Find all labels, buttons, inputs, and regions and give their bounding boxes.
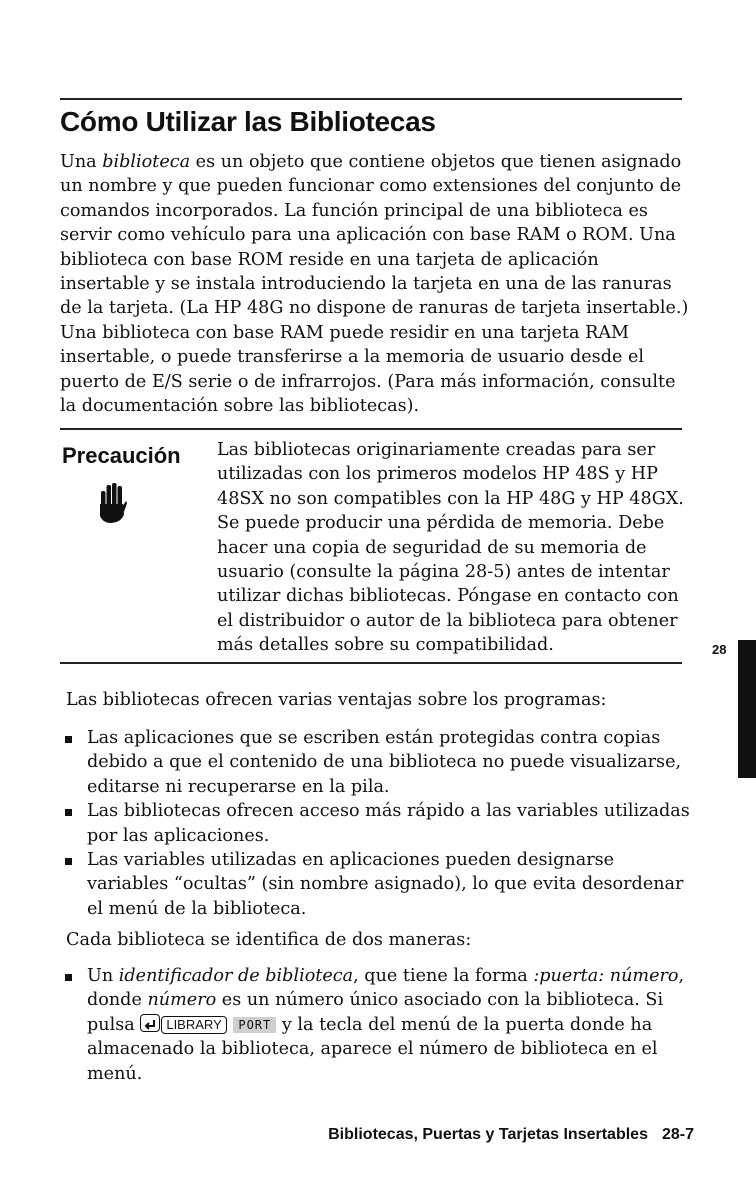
list-item: Las variables utilizadas en aplicaciones pueden designarse variables “ocultas” (sin nombre asignado), lo que evita desordenar el menú de la biblioteca. bbox=[62, 848, 692, 921]
ways-text-2: , que tiene la forma bbox=[353, 966, 534, 986]
advantages-intro: Las bibliotecas ofrecen varias ventajas sobre los programas: bbox=[66, 690, 607, 710]
intro-term-biblioteca: biblioteca bbox=[102, 152, 191, 172]
caution-bottom-rule bbox=[60, 662, 682, 664]
page-title: Cómo Utilizar las Bibliotecas bbox=[60, 106, 436, 137]
caution-label: Precaución bbox=[62, 443, 181, 468]
footer-section-title: Bibliotecas, Puertas y Tarjetas Insertables bbox=[328, 1126, 648, 1143]
caution-text: Las bibliotecas originariamente creadas para ser utilizadas con los primeros modelos HP 48S y HP 48SX no son compatibles con la HP 48G y HP 48GX. Se puede producir una pérdida de memoria. Debe hacer una copia de seguridad de su memoria de usuario (consulte la página 28-5) antes de intentar utilizar dichas bibliotecas. Póngase en contacto con el distribuidor o autor de la biblioteca para obtener más detalles sobre su compatibilidad. bbox=[217, 440, 684, 656]
identifier-form: :puerta: número bbox=[533, 966, 679, 986]
list-item bbox=[62, 964, 692, 1086]
ways-text-3: , donde bbox=[87, 966, 685, 1011]
number-term: número bbox=[147, 990, 217, 1011]
top-rule bbox=[60, 98, 682, 100]
ways-text-1: Un bbox=[87, 966, 119, 986]
library-key: LIBRARY bbox=[161, 1016, 226, 1034]
left-shift-key-icon bbox=[140, 1014, 160, 1032]
caution-top-rule bbox=[60, 428, 682, 430]
advantages-list bbox=[62, 726, 692, 921]
ways-list bbox=[62, 964, 692, 1086]
ways-text-4: es un número único asociado con la biblioteca. Si pulsa bbox=[87, 990, 664, 1035]
library-identifier-term: identificador de biblioteca bbox=[118, 966, 354, 986]
raised-hand-icon bbox=[97, 482, 127, 524]
intro-paragraph bbox=[60, 150, 690, 418]
chapter-tab-number: 28 bbox=[712, 642, 727, 657]
intro-text-2: es un objeto que contiene objetos que tienen asignado un nombre y que pueden funcionar como extensiones del conjunto de comandos incorporados. La función principal de una biblioteca es servir como vehículo para una aplicación con base RAM o ROM. Una biblioteca con base ROM reside en una tarjeta de aplicación insertable y se instala introduciendo la tarjeta en una de las ranuras de la tarjeta. (La HP 48G no dispone de ranuras de tarjeta insertable.) Una biblioteca con base RAM puede residir en una tarjeta RAM insertable, o puede transferirse a la memoria de usuario desde el puerto de E/S serie o de infrarrojos. (Para más información, consulte la documentación sobre las bibliotecas). bbox=[60, 152, 689, 417]
list-item: Las aplicaciones que se escriben están protegidas contra copias debido a que el contenido de una biblioteca no puede visualizarse, editarse ni recuperarse en la pila. bbox=[62, 726, 692, 799]
intro-text-1: Una bbox=[60, 152, 103, 172]
footer-page-number: 28-7 bbox=[661, 1126, 694, 1143]
ways-intro: Cada biblioteca se identifica de dos maneras: bbox=[66, 930, 472, 950]
chapter-tab-bar bbox=[738, 640, 756, 778]
ways-text-5: y la tecla del menú de la puerta donde ha almacenado la biblioteca, aparece el número de biblioteca en el menú. bbox=[87, 1014, 658, 1084]
page-footer bbox=[328, 1126, 694, 1144]
list-item: Las bibliotecas ofrecen acceso más rápido a las variables utilizadas por las aplicaciones. bbox=[62, 799, 692, 848]
port-menu-key: PORT bbox=[233, 1017, 276, 1033]
